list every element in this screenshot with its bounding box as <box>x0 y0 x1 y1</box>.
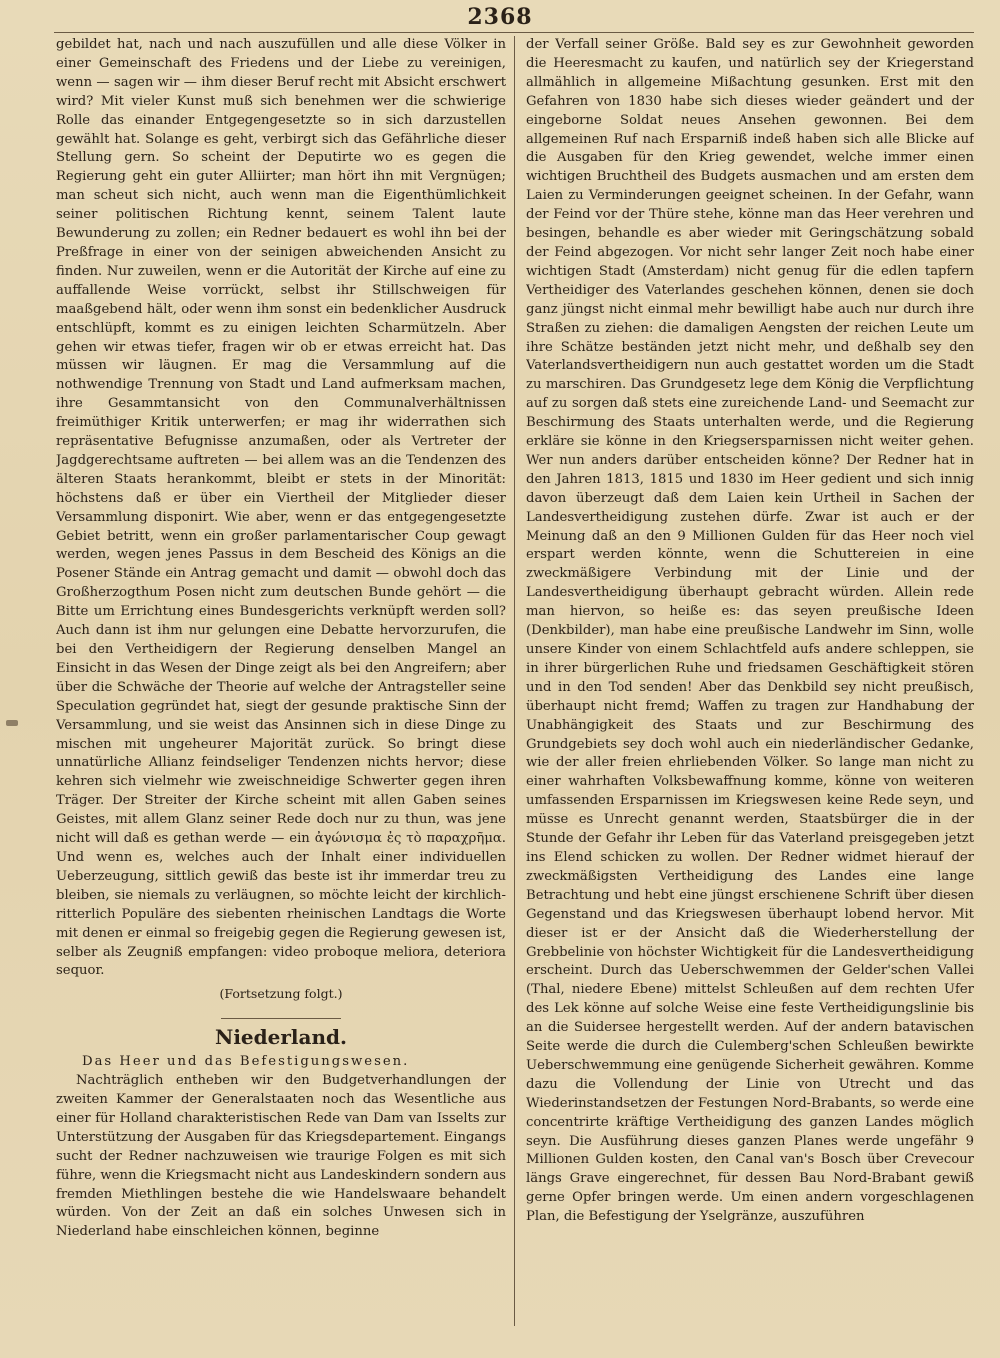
section-divider <box>221 1018 341 1019</box>
article-body-text: Nachträglich entheben wir den Budgetverhandlungen der zweiten Kammer der Generalstaaten noch das Wesentliche aus einer für Holland charakteristischen Rede van Dam van Isselts zur Unterstützung der Ausgaben für das Kriegsdepartement. Eingangs sucht der Redner nachzuweisen wie traurige Folgen es mit sich führe, wenn die Kriegsmacht nicht aus Landeskindern sondern aus fremden Miethlingen bestehe die wie Handelswaare behandelt würden. Von der Zeit an daß ein solches Unwesen sich in Niederland habe einschleichen können, beginne <box>56 1073 506 1240</box>
left-column <box>56 36 506 1326</box>
ink-smudge <box>6 720 18 726</box>
header-rule <box>54 32 974 33</box>
column-divider <box>514 36 515 1326</box>
page-number: 2368 <box>467 4 533 30</box>
article-continuation-text: gebildet hat, nach und nach auszufüllen und alle diese Völker in einer Gemeinschaft des Friedens und der Liebe zu vereinigen, wenn — sagen wir — ihm dieser Beruf recht mit Absicht erschwert wird? Mit vieler Kunst muß sich benehmen wer die schwierige Rolle das einander Entgegengesetzte so in sich darzustellen gewählt hat. Solange es geht, verbirgt sich das Gefährliche dieser Stellung gern. So scheint der Deputirte wo es gegen die Regierung geht ein guter Alliirter; man hört ihn mit Vergnügen; man scheut sich nicht, auch wenn man die Eigenthümlichkeit seiner politischen Richtung kennt, seinem Talent laute Bewunderung zu zollen; ein Redner bedauert es wohl ihn bei der Preßfrage in einer von der seinigen abweichenden Ansicht zu finden. Nur zuweilen, wenn er die Autorität der Kirche auf eine zu auffallende Weise vorrückt, selbst ihr Stillschweigen für maaßgebend hält, oder wenn ihm sonst ein bedenklicher Ausdruck entschlüpft, kommt es zu einigen leichten Scharmützeln. Aber gehen wir etwas tiefer, fragen wir ob er etwas erreicht hat. Das müssen wir läugnen. Er mag die Versammlung auf die nothwendige Trennung von Stadt und Land aufmerksam machen, ihre Gesammtansicht von den Communalverhältnissen freimüthiger Kritik unterwerfen; er mag ihr widerrathen sich repräsentative Befugnisse anzumaßen, oder als Vertreter der Jagdgerechtsame auftreten — bei allem was an die Tendenzen des älteren Staats herankommt, bleibt er stets in der Minorität: höchstens daß er über ein Viertheil der Mitglieder dieser Versammlung disponirt. Wie aber, wenn er das entgegengesetzte Gebiet betritt, wenn ein großer parlamentarischer Coup gewagt werden, wegen jenes Passus in dem Bescheid des Königs an die Posener Stände ein Antrag gemacht und damit — obwohl doch das Großherzogthum Posen nicht zum deutschen Bunde gehört — die Bitte um Errichtung eines Bundesgerichts verknüpft werden soll? Auch dann ist ihm nur gelungen eine Debatte hervorzurufen, die bei den Vertheidigern der Regierung denselben Mangel an Einsicht in das Wesen der Dinge zeigt als bei den Angreifern; aber über die Schwäche der Theorie auf welche der Antragsteller seine Speculation gegründet hat, siegt der gesunde praktische Sinn der Versammlung, und sie weist das Ansinnen sich in diese Dinge zu mischen mit ungeheurer Majorität zurück. So bringt diese unnatürliche Allianz feindseliger Tendenzen nichts hervor; diese kehren sich vielmehr wie zweischneidige Schwerter gegen ihren Träger. Der Streiter der Kirche scheint mit allen Gaben seines Geistes, mit allem Glanz seiner Rede doch nur zu thun, was jene nicht will daß es gethan werde — ein ἀγώνισμα ἐς τὸ παραχρῆμα. Und wenn es, welches auch der Inhalt einer individuellen Ueberzeugung, sittlich gewiß das beste ist ihr immerdar treu zu bleiben, sie niemals zu verläugnen, so möchte leicht der kirchlich-ritterlich Populäre des siebenten rheinischen Landtags die Worte mit denen er einmal so freigebig gegen die Regierung gewesen ist, selber als Zeugniß empfangen: video proboque meliora, deteriora sequor. <box>56 37 506 979</box>
section-heading: Niederland. <box>215 1025 347 1050</box>
article-headline: Das Heer und das Befestigungswesen. <box>82 1054 410 1070</box>
right-column <box>526 36 974 1326</box>
continued-note: (Fortsetzung folgt.) <box>219 986 343 1002</box>
article-body-continued: der Verfall seiner Größe. Bald sey es zur Gewohnheit geworden die Heeresmacht zu kaufen, und natürlich sey der Kriegerstand allmählich in allgemeine Mißachtung gesunken. Erst mit den Gefahren von 1830 habe sich dieses wieder geändert und der eingeborne Soldat neues Ansehen gewonnen. Bei dem allgemeinen Ruf nach Ersparniß indeß haben sich alle Blicke auf die Ausgaben für den Krieg gewendet, welche immer einen wichtigen Bruchtheil des Budgets ausmachen und am ersten dem Laien zu Verminderungen geeignet scheinen. In der Gefahr, wann der Feind vor der Thüre stehe, könne man das Heer verehren und besingen, behandle es aber wieder mit Geringschätzung sobald der Feind abgezogen. Vor nicht sehr langer Zeit noch habe einer wichtigen Stadt (Amsterdam) nicht genug für die edlen tapfern Vertheidiger des Vaterlandes geschehen können, denen sie doch ganz jüngst nicht einmal mehr bewilligt habe auch nur durch ihre Straßen zu ziehen: die damaligen Aengsten der reichen Leute um ihre Schätze beständen jetzt nicht mehr, und deßhalb sey den Vaterlandsvertheidigern nun auch gestattet worden um die Stadt zu marschiren. Das Grundgesetz lege dem König die Verpflichtung auf zu sorgen daß stets eine zureichende Land- und Seemacht zur Beschirmung des Staats unterhalten werde, und die Regierung erkläre sie könne in den Kriegsersparnissen nicht weiter gehen. Wer nun anders darüber entscheiden könne? Der Redner hat in den Jahren 1813, 1815 und 1830 im Heer gedient und sich innig davon überzeugt daß dem Laien kein Urtheil in Sachen der Landesvertheidigung zustehen dürfe. Zwar ist auch er der Meinung daß an den 9 Millionen Gulden für das Heer noch viel erspart werden könnte, wenn die Schuttereien in eine zweckmäßigere Verbindung mit der Linie und der Landesvertheidigung überhaupt gebracht würden. Allein rede man hiervon, so heiße es: das seyen preußische Ideen (Denkbilder), man habe eine preußische Landwehr im Sinn, wolle unsere Kinder von einem Schlachtfeld aufs andere schleppen, sie in ihrer bürgerlichen Ruhe und friedsamen Geschäftigkeit stören und in den Tod senden! Aber das Denkbild sey nicht preußisch, überhaupt nicht fremd; Waffen zu tragen zur Handhabung der Unabhängigkeit des Staats und zur Beschirmung des Grundgebiets sey doch wohl auch ein niederländischer Gedanke, wie der aller freien ehrliebenden Völker. So lange man nicht zu einer wahrhaften Volksbewaffnung komme, könne von weiteren umfassenden Ersparnissen im Kriegswesen keine Rede seyn, und müsse es Unrecht genannt werden, Staatsbürger die in der Stunde der Gefahr ihr Leben für das Vaterland preisgegeben jetzt ins Elend schicken zu wollen. Der Redner widmet hierauf der zweckmäßigsten Vertheidigung des Landes eine lange Betrachtung und hebt eine jüngst erschienene Schrift über diesen Gegenstand und das Kriegswesen überhaupt lobend hervor. Mit dieser ist er der Ansicht daß die Wiederherstellung der Grebbelinie von höchster Wichtigkeit für die Landesvertheidigung erscheint. Durch das Ueberschwemmen der Gelder'schen Vallei (Thal, niedere Ebene) mittelst Schleußen auf dem rechten Ufer des Lek könne auf solche Weise eine feste Vertheidigungslinie bis an die Suidersee hergestellt werden. Auf der andern batavischen Seite werde die durch die Culemberg'schen Schleußen bewirkte Ueberschwemmung eine genügende Sicherheit gewähren. Komme dazu die Vollendung der Linie von Utrecht und das Wiederinstandsetzen der Festungen Nord-Brabants, so werde eine concentrirte kräftige Vertheidigung des ganzen Landes möglich seyn. Die Ausführung dieses ganzen Planes werde ungefähr 9 Millionen Gulden kosten, den Canal van's Bosch über Crevecour längs Grave eingerechnet, für dessen Bau Nord-Brabant gewiß gerne Opfer bringen werde. Um einen andern vorgeschlagenen Plan, die Befestigung der Yselgränze, auszuführen <box>526 37 974 1225</box>
